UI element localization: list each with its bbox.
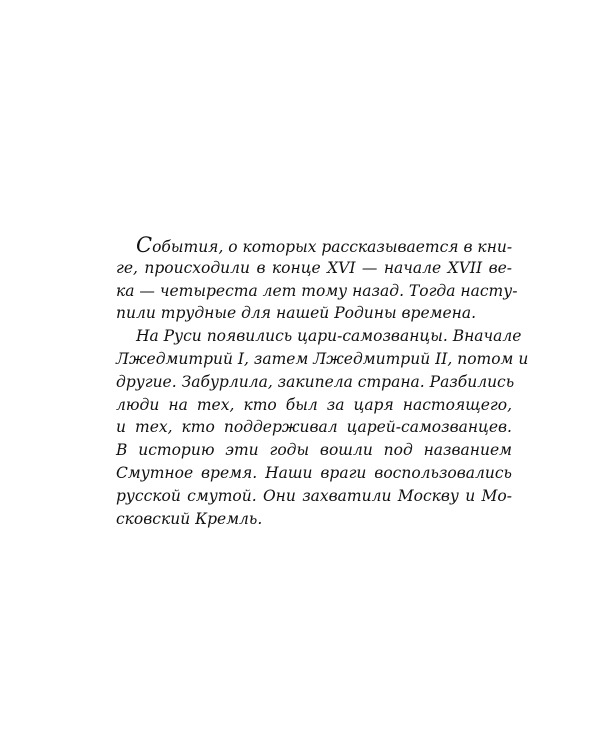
text-line: другие. Забурлила, закипела страна. Разбились (116, 372, 515, 391)
text-line: ге, происходили в конце XVI — начале XVII ве- (116, 258, 512, 277)
text-line: Смутное время. Наши враги воспользовались (116, 463, 512, 482)
initial-letter: С (136, 233, 153, 257)
paragraph-1 (116, 233, 518, 325)
text-line: В историю эти годы вошли под названием (116, 441, 512, 460)
text-line: сковский Кремль. (116, 509, 263, 528)
paragraph-2 (116, 325, 529, 530)
text-line: Лжедмитрий I, затем Лжедмитрий II, потом и (116, 349, 529, 368)
text-line: На Руси появились цари-самозванцы. Вначале (136, 327, 522, 346)
text-line: люди на тех, кто был за царя настоящего, (116, 395, 512, 414)
text-line: и тех, кто поддерживал царей-самозванцев. (116, 418, 512, 437)
text-line-rest: обытия, о которых рассказывается в кни- (152, 238, 513, 256)
text-line: русской смутой. Они захватили Москву и Мо- (116, 486, 512, 505)
text-line: ка — четыреста лет тому назад. Тогда насту- (116, 281, 518, 300)
text-line (116, 234, 512, 257)
text-line: пили трудные для нашей Родины времена. (116, 304, 477, 323)
text-block (116, 233, 529, 530)
